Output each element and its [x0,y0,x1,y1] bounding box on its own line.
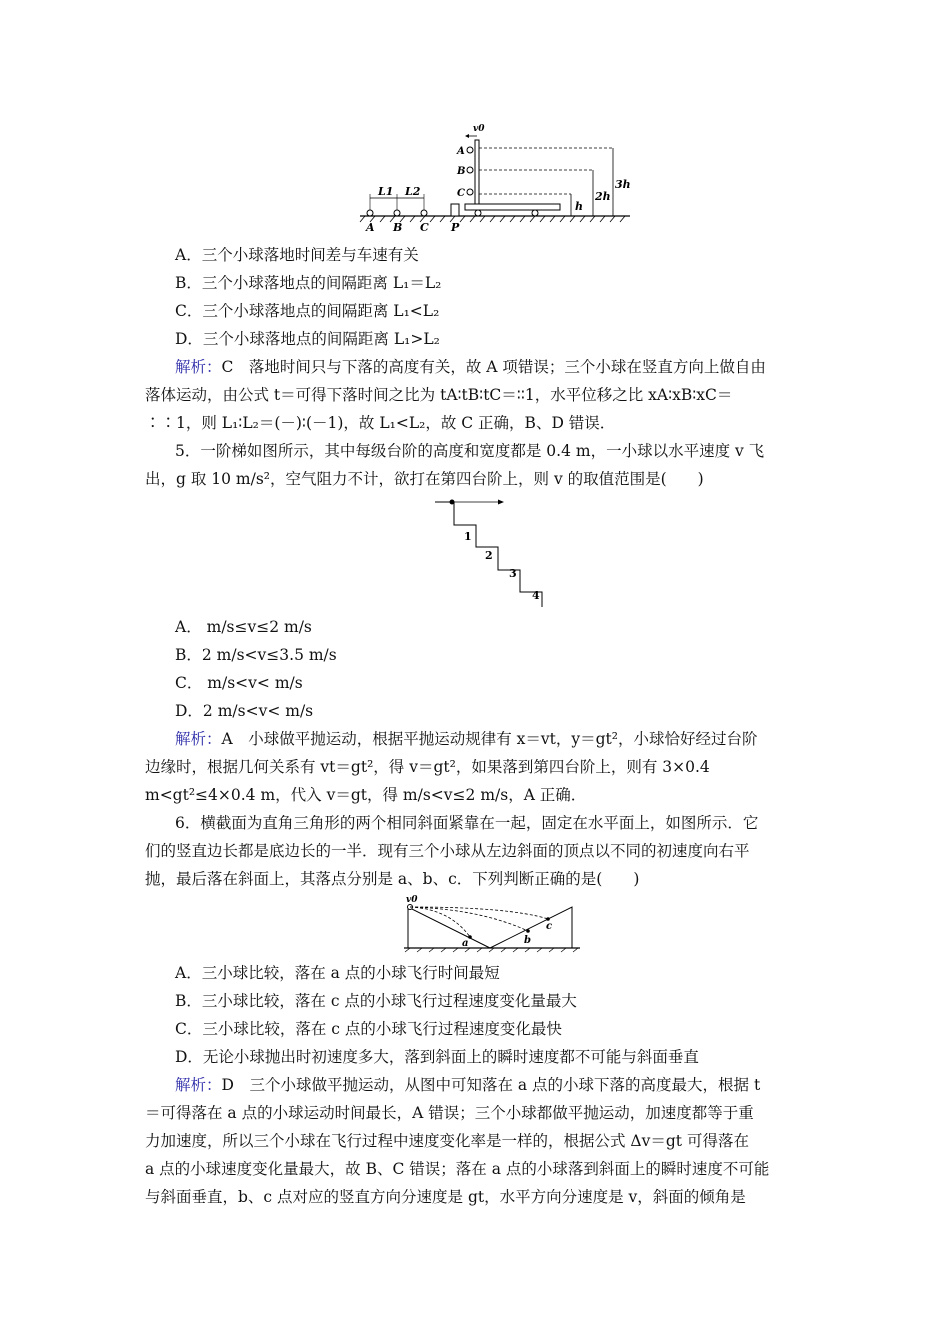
q5-analysis-line2: 边缘时，根据几何关系有 vt＝gt²，得 v＝gt²，如果落到第四台阶上，则有 3×0.4 [145,758,710,776]
step-label-3: 3 [509,567,517,580]
q5-option-b: B．2 m/s<v≤3.5 m/s [175,646,337,664]
label-B-ball: B [457,166,466,177]
q6-option-d: D．无论小球抛出时初速度多大，落到斜面上的瞬时速度都不可能与斜面垂直 [175,1048,699,1066]
q6-analysis-line5: 与斜面垂直，b、c 点对应的竖直方向分速度是 gt，水平方向分速度是 v，斜面的倾角是 [145,1188,746,1206]
q6-stem-line2: 们的竖直边长都是底边长的一半．现有三个小球从左边斜面的顶点以不同的初速度向右平 [145,842,750,860]
label-P: P [451,221,460,234]
label-A-ground: A [366,221,375,234]
label-v0: v0 [473,124,485,134]
q4-analysis-label: 解析： [175,358,222,376]
q6-stem-line1: 6．横截面为直角三角形的两个相同斜面紧靠在一起，固定在水平面上，如图所示．它 [175,814,759,832]
q5-analysis-line1: 解析：A 小球做平抛运动，根据平抛运动规律有 x＝vt，y＝gt²，小球恰好经过台阶 [175,730,758,748]
label-a: a [462,938,469,949]
q5-stem-line2: 出，g 取 10 m/s²，空气阻力不计，欲打在第四台阶上，则 v 的取值范围是( ) [145,470,704,488]
q4-option-d: D．三个小球落地点的间隔距离 L₁>L₂ [175,330,440,348]
label-L1: L1 [378,185,394,198]
label-c: c [546,921,553,932]
label-v0-q6: v0 [406,895,418,905]
step-label-4: 4 [532,589,540,602]
step-label-1: 1 [464,530,472,543]
q4-option-b: B．三个小球落地点的间隔距离 L₁＝L₂ [175,274,442,292]
q6-option-b: B．三小球比较，落在 c 点的小球飞行过程速度变化量最大 [175,992,577,1010]
q5-analysis-label: 解析： [175,730,222,748]
q5-option-c: C． m/s<v< m/s [175,674,303,692]
q5-analysis-line3: m<gt²≤4×0.4 m，代入 v＝gt，得 m/s<v≤2 m/s，A 正确． [145,786,587,804]
q4-analysis-line3: ∶∶1，则 L₁∶L₂＝(－)∶(－1)，故 L₁<L₂，故 C 正确，B、D 错误． [145,414,616,432]
q5-stem-line1: 5．一阶梯如图所示，其中每级台阶的高度和宽度都是 0.4 m，一小球以水平速度 v 飞 [175,442,765,460]
q6-option-c: C．三小球比较，落在 c 点的小球飞行过程速度变化最快 [175,1020,562,1038]
q5-option-a: A． m/s≤v≤2 m/s [175,618,312,636]
label-A-ball: A [457,146,465,157]
step-label-2: 2 [485,549,493,562]
label-C-ball: C [457,188,465,199]
label-3h: 3h [615,178,631,191]
label-h: h [575,200,583,213]
label-B-ground: B [393,221,403,234]
label-b: b [524,935,531,946]
q4-option-c: C．三个小球落地点的间隔距离 L₁<L₂ [175,302,440,320]
figure-staircase [430,495,580,610]
label-C-ground: C [420,221,429,234]
q6-analysis-line2: ＝可得落在 a 点的小球运动时间最长，A 错误；三个小球都做平抛运动，加速度都等于重 [145,1104,754,1122]
q5-option-d: D．2 m/s<v< m/s [175,702,314,720]
q6-stem-line3: 抛，最后落在斜面上，其落点分别是 a、b、c．下列判断正确的是( ) [145,870,640,888]
label-L2: L2 [405,185,421,198]
q6-analysis-label: 解析： [175,1076,222,1094]
q6-option-a: A．三小球比较，落在 a 点的小球飞行时间最短 [175,964,500,982]
q4-option-a: A．三个小球落地时间差与车速有关 [175,246,419,264]
q4-analysis-line1: 解析：C 落地时间只与下落的高度有关，故 A 项错误；三个小球在竖直方向上做自由 [175,358,766,376]
q6-analysis-line1: 解析：D 三个小球做平抛运动，从图中可知落在 a 点的小球下落的高度最大，根据 t [175,1076,761,1094]
label-2h: 2h [595,190,611,203]
q4-analysis-line2: 落体运动，由公式 t＝可得下落时间之比为 tA∶tB∶tC＝∶∶1，水平位移之比 xA∶xB∶xC＝ [145,386,733,404]
q6-analysis-line4: a 点的小球速度变化量最大，故 B、C 错误；落在 a 点的小球落到斜面上的瞬时速度不可能 [145,1160,770,1178]
q6-analysis-line3: 力加速度，所以三个小球在飞行过程中速度变化率是一样的，根据公式 Δv＝gt 可得落在 [145,1132,749,1150]
figure-truck-balls [355,118,635,236]
figure-inclines [400,893,585,953]
